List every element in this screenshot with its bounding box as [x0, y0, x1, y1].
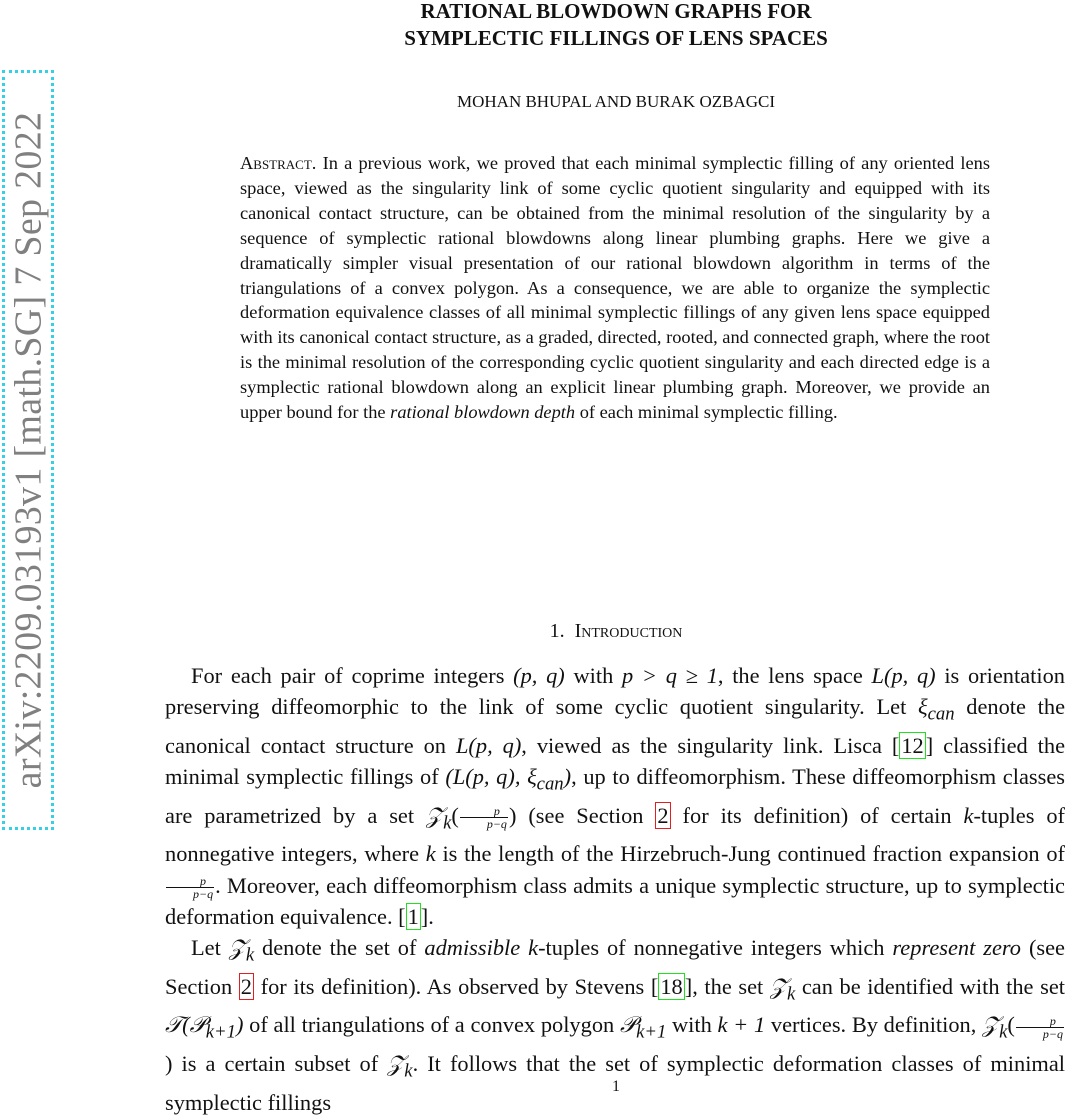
- math-run: 𝒵: [769, 973, 787, 999]
- text-run: Let: [191, 935, 229, 961]
- page-number: 1: [612, 1078, 620, 1095]
- text-run: -tuples of nonnegative integers which: [538, 935, 893, 961]
- authors: MOHAN BHUPAL AND BURAK OZBAGCI: [457, 92, 775, 111]
- math-fraction: [166, 875, 214, 900]
- abstract-heading: Abstract.: [240, 153, 317, 173]
- fraction-numerator: p: [1016, 1015, 1064, 1028]
- math-run: ): [235, 1012, 244, 1038]
- fraction-numerator: p: [460, 805, 508, 818]
- text-run: , viewed as the singularity link. Lisca [: [521, 732, 900, 758]
- section-heading: [170, 620, 1062, 643]
- text-run: For each pair of coprime integers: [191, 663, 514, 688]
- section-link[interactable]: 2: [657, 802, 669, 828]
- math-subscript: can: [536, 773, 564, 795]
- math-run: L(p, q): [455, 732, 522, 758]
- math-run: (p, q): [513, 663, 565, 688]
- math-run: k: [425, 841, 436, 867]
- math-run: ): [563, 764, 572, 790]
- text-run: ], the set: [684, 973, 770, 999]
- text-run: , up to diffeomorphism. These diffeomorphism classes are parametrized by a set: [165, 764, 1065, 828]
- text-run: ] classified the minimal symplectic fillings of: [165, 732, 1066, 790]
- section-title: Introduction: [574, 620, 683, 642]
- math-run: 𝒵: [228, 935, 246, 961]
- arxiv-stamp-text: arXiv:2209.03193v1 [math.SG] 7 Sep 2022: [7, 111, 49, 789]
- text-run: can be identified with the set: [795, 973, 1065, 999]
- text-run: vertices. By definition,: [765, 1012, 983, 1038]
- section-link[interactable]: 2: [240, 973, 252, 999]
- paper-title: [170, 0, 1062, 52]
- math-run: 𝒵: [982, 1012, 1000, 1038]
- text-run: . Moreover, each diffeomorphism class admits a unique symplectic structure, up to symplectic deformation equivalence. [: [165, 872, 1065, 929]
- arxiv-stamp: [2, 70, 54, 830]
- math-run: (L(p, q), ξ: [445, 764, 537, 790]
- paragraph-2: Let 𝒵$_k$ denote the set of admissible k-tuples of nonnegative integers which represent zero (see Section 2 for its definition). As observed by Stevens [18], the set 𝒵$_k$ can be identified with the set 𝒯(𝒫$_{k+1}$) of all triangulations of a convex polygon 𝒫$_{k+1}$ with k + 1 vertices. By definition, 𝒵$_k$( $\frac{p}{p-q}$ ) is a certain subset of 𝒵$_k$. It follows that the set of symplectic deformation classes of minimal symplectic fillings: [165, 935, 1065, 1115]
- math-run: 𝒫: [619, 1012, 637, 1038]
- abstract-text-a: In a previous work, we proved that each minimal symplectic filling of any oriented lens space, viewed as the singularity link of some cyclic quotient singularity and equipped with its canonical contact structure, can be obtained from the minimal resolution of the singularity by a sequence of symplectic rational blowdowns along linear plumbing graphs. Here we give a dramatically simpler visual presentation of our rational blowdown algorithm in terms of the triangulations of a convex polygon. As a consequence, we are able to organize the symplectic deformation equivalence classes of all minimal symplectic fillings of any given lens space equipped with its canonical contact structure, as a graded, directed, rooted, and connected graph, where the root is the minimal resolution of the corresponding cyclic quotient singularity and each directed edge is a symplectic rational blowdown along an explicit linear plumbing graph. Moreover, we provide an upper bound for the: [240, 153, 990, 423]
- math-subscript: k+1: [205, 1021, 236, 1043]
- abstract-text-b: of each minimal symplectic filling.: [575, 402, 838, 423]
- fraction-numerator: p: [166, 875, 214, 888]
- section-number: 1.: [549, 620, 565, 642]
- text-run: for its definition). As observed by Stevens [: [254, 973, 659, 999]
- abstract-italic-term: rational blowdown depth: [390, 402, 576, 423]
- text-run: for its definition) of certain: [670, 802, 964, 828]
- math-subscript: can: [927, 703, 955, 725]
- fraction-denominator: p−q: [1042, 1026, 1063, 1041]
- citation-link[interactable]: 12: [901, 732, 924, 758]
- text-run: (see Section: [516, 802, 656, 828]
- citation-link[interactable]: 18: [660, 973, 683, 999]
- math-run: k: [528, 935, 539, 961]
- math-run: k + 1: [717, 1012, 766, 1038]
- math-subscript: k: [404, 1060, 413, 1082]
- math-subscript: k: [443, 812, 452, 834]
- math-run: p > q ≥ 1: [622, 663, 718, 688]
- abstract: [240, 151, 990, 425]
- text-run: -tuples of nonnegative integers, where: [165, 802, 1065, 867]
- math-fraction: [460, 805, 508, 830]
- text-run: is a certain subset of: [172, 1051, 388, 1077]
- title-line-2: SYMPLECTIC FILLINGS OF LENS SPACES: [404, 26, 828, 50]
- math-fraction: [1016, 1015, 1064, 1040]
- text-run: (see Section: [165, 935, 1065, 999]
- emphasis: represent zero: [892, 935, 1021, 961]
- math-subscript: k: [245, 944, 255, 966]
- fraction-denominator: p−q: [486, 817, 507, 832]
- title-line-1: RATIONAL BLOWDOWN GRAPHS FOR: [420, 0, 812, 23]
- text-run: . It follows that the set of symplectic deformation classes of minimal symplectic fillings: [165, 1051, 1065, 1115]
- citation-link[interactable]: 1: [407, 903, 419, 929]
- text-run: denote the set of: [254, 935, 425, 961]
- math-run: L(p, q): [871, 663, 936, 688]
- math-subscript: k+1: [636, 1021, 667, 1043]
- paragraph-1: For each pair of coprime integers (p, q) with p > q ≥ 1, the lens space L(p, q) is orientation preserving diffeomorphic to the link of some cyclic quotient singularity. Let $\xi_{can}$ denote the canonical contact structure on L(p, q), viewed as the singularity link. Lisca [12] classified the minimal symplectic fillings of (L(p, q), $\xi_{can}$), up to diffeomorphism. These diffeomorphism classes are parametrized by a set 𝒵$_k$( $\frac{p}{p-q}$ ) (see Section 2 for its definition) of certain k-tuples of nonnegative integers, where k is the length of the Hirzebruch-Jung continued fraction expansion of $\frac{p}{p-q}$ . Moreover, each diffeomorphism class admits a unique symplectic structure, up to symplectic deformation equivalence. [1].: [165, 663, 1066, 929]
- text-run: of all triangulations of a convex polygon: [243, 1012, 620, 1038]
- text-run: ].: [420, 903, 434, 929]
- math-subscript: k: [786, 983, 796, 1005]
- text-run: is the length of the Hirzebruch-Jung continued fraction expansion of: [435, 841, 1065, 867]
- text-run: with: [564, 663, 623, 688]
- text-run: with: [666, 1012, 718, 1038]
- math-run: 𝒵: [387, 1051, 405, 1077]
- math-run: k: [963, 802, 974, 828]
- math-subscript: k: [999, 1021, 1008, 1043]
- text-run: , the lens space: [717, 663, 872, 688]
- fraction-denominator: p−q: [193, 886, 214, 901]
- math-run: ξ: [918, 694, 928, 720]
- math-run: 𝒯(𝒫: [165, 1012, 206, 1038]
- emphasis: admissible: [424, 935, 521, 961]
- body-text: [165, 660, 1065, 1118]
- math-run: 𝒵: [426, 802, 444, 828]
- text-run: is orientation preserving diffeomorphic to the link of some cyclic quotient singularity. Let: [165, 663, 1065, 720]
- text-run: denote the canonical contact structure on: [165, 694, 1066, 758]
